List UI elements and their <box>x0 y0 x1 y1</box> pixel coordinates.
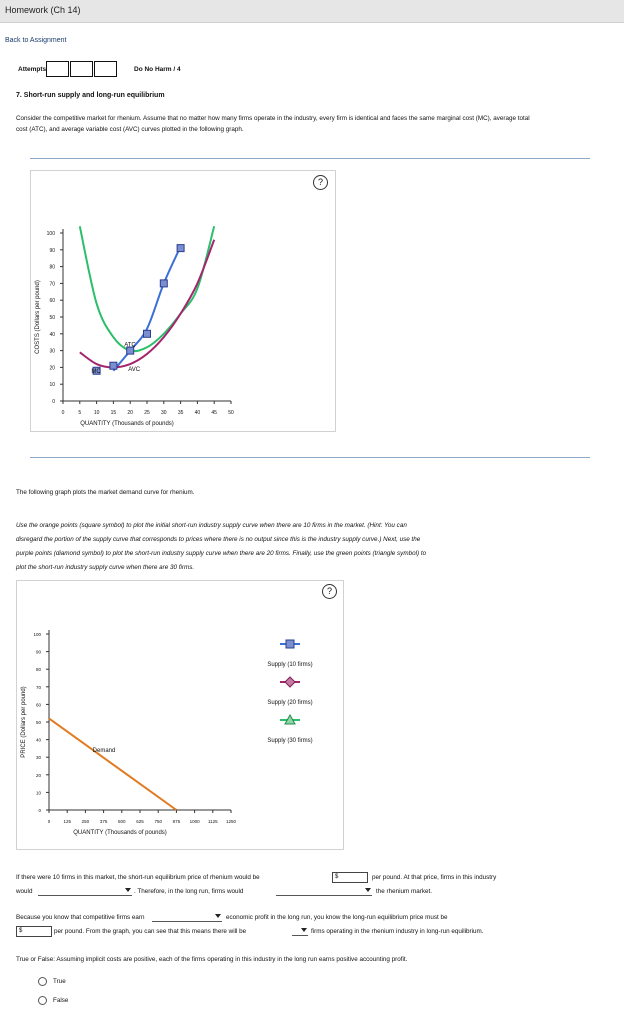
mc-curve <box>113 246 180 370</box>
attempt-box <box>70 61 93 77</box>
radio-button[interactable] <box>38 996 47 1005</box>
back-to-assignment-link[interactable]: Back to Assignment <box>5 37 67 44</box>
y-tick-label: 80 <box>49 264 55 271</box>
y-tick-label: 90 <box>49 247 55 254</box>
cost-curves-chart <box>30 170 334 430</box>
option-label: True <box>53 978 66 986</box>
supply-10-marker <box>286 640 294 648</box>
y-tick-label: 30 <box>49 348 55 355</box>
demand-intro-text: The following graph plots the market demand curve for rhenium. <box>16 489 195 496</box>
y-tick-label: 100 <box>33 632 41 637</box>
window-title: Homework (Ch 14) <box>5 5 81 15</box>
q1-text: . Therefore, in the long run, firms would <box>134 888 244 895</box>
x-tick-label: 0 <box>61 410 65 416</box>
avc-label: AVC <box>128 367 141 374</box>
y-tick-label: 30 <box>35 755 41 761</box>
y-tick-label: 60 <box>35 702 41 708</box>
y-tick-label: 10 <box>49 382 55 389</box>
y-tick-label: 80 <box>35 667 41 673</box>
radio-button[interactable] <box>38 977 47 986</box>
y-tick-label: 40 <box>35 737 41 743</box>
x-tick-label: 35 <box>177 410 184 416</box>
x-tick-label: 45 <box>211 410 217 416</box>
mc-point-marker <box>177 245 184 252</box>
option-true[interactable] <box>38 977 66 986</box>
long-run-action-dropdown[interactable] <box>276 886 372 896</box>
chevron-down-icon <box>365 888 371 892</box>
instruction-line: Use the orange points (square symbol) to plot the initial short-run industry supply curve when there are 10 firms in the market. (Hint: You can <box>16 522 407 529</box>
legend-label: Supply (10 firms) <box>267 662 313 668</box>
mc-point-marker <box>144 330 151 337</box>
y-tick-label: 0 <box>38 808 41 813</box>
do-no-harm-label: Do No Harm / 4 <box>134 66 181 73</box>
legend-label: Supply (20 firms) <box>267 700 313 706</box>
x-tick-label: 40 <box>194 410 201 416</box>
x-tick-label: 125 <box>63 819 71 824</box>
attempts-label: Attempts <box>18 66 47 73</box>
y-tick-label: 70 <box>35 684 41 690</box>
legend-label: Supply (30 firms) <box>267 738 313 744</box>
x-tick-label: 750 <box>154 819 162 824</box>
x-axis-title: QUANTITY (Thousands of pounds) <box>73 830 167 836</box>
x-tick-label: 5 <box>78 410 82 416</box>
attempt-box <box>46 61 69 77</box>
q2-text: firms operating in the rhenium industry in long-run equilibrium. <box>311 928 484 935</box>
currency-symbol: $ <box>335 874 339 880</box>
mc-point-marker <box>110 362 117 369</box>
number-of-firms-dropdown[interactable] <box>292 926 308 936</box>
x-tick-label: 20 <box>127 410 133 416</box>
q1-text: would <box>16 888 33 895</box>
divider <box>30 457 590 458</box>
demand-label: Demand <box>92 747 116 754</box>
x-tick-label: 375 <box>99 819 108 824</box>
x-tick-label: 1250 <box>225 819 237 824</box>
q1-text: If there were 10 firms in this market, the short-run equilibrium price of rhenium would be <box>16 874 260 881</box>
y-tick-label: 0 <box>52 399 55 405</box>
option-label: False <box>53 997 69 1005</box>
x-tick-label: 250 <box>81 819 90 824</box>
mc-point-marker <box>160 280 167 287</box>
x-tick-label: 10 <box>93 410 100 416</box>
question-heading: 7. Short-run supply and long-run equilibrium <box>16 92 165 99</box>
atc-label: ATC <box>124 342 136 349</box>
y-tick-label: 100 <box>46 231 55 237</box>
y-tick-label: 90 <box>35 649 41 655</box>
option-false[interactable] <box>38 996 68 1005</box>
y-axis-title: PRICE (Dollars per pound) <box>21 686 27 758</box>
profit-status-dropdown[interactable] <box>38 886 132 896</box>
x-tick-label: 500 <box>118 819 126 824</box>
mc-label: MC <box>91 368 101 375</box>
y-tick-label: 20 <box>49 365 55 372</box>
x-tick-label: 625 <box>136 819 144 824</box>
x-tick-label: 1000 <box>189 819 200 824</box>
y-tick-label: 40 <box>49 331 55 338</box>
y-tick-label: 50 <box>35 720 41 725</box>
currency-symbol: $ <box>19 928 23 934</box>
true-false-prompt: True or False: Assuming implicit costs are positive, each of the firms operating in this industry in the long run earns positive accounting profit. <box>16 956 408 963</box>
q2-text: economic profit in the long run, you know the long-run equilibrium price must be <box>226 914 448 921</box>
equilibrium-price-input[interactable] <box>332 872 368 883</box>
chevron-down-icon <box>215 914 221 918</box>
x-tick-label: 25 <box>144 410 150 416</box>
long-run-profit-dropdown[interactable] <box>152 912 222 922</box>
help-button[interactable]: ? <box>313 175 328 190</box>
divider <box>30 158 590 159</box>
x-tick-label: 0 <box>47 819 51 824</box>
x-tick-label: 15 <box>110 410 117 416</box>
instruction-line: plot the short-run industry supply curve when there are 30 firms. <box>16 564 195 571</box>
help-button[interactable]: ? <box>322 584 337 599</box>
attempt-box <box>94 61 117 77</box>
x-tick-label: 1125 <box>207 819 218 824</box>
q2-text: per pound. From the graph, you can see that this means there will be <box>54 928 247 935</box>
q1-text: per pound. At that price, firms in this industry <box>372 874 497 881</box>
x-tick-label: 30 <box>161 410 167 416</box>
chevron-down-icon <box>301 928 307 932</box>
chevron-down-icon <box>125 888 131 892</box>
demand-curve <box>49 718 176 810</box>
x-tick-label: 50 <box>228 410 234 416</box>
title-bar <box>0 0 624 23</box>
x-axis-title: QUANTITY (Thousands of pounds) <box>80 421 174 427</box>
y-tick-label: 70 <box>49 281 55 288</box>
y-tick-label: 60 <box>49 298 55 305</box>
y-tick-label: 50 <box>49 315 55 321</box>
instruction-line: purple points (diamond symbol) to plot the short-run industry supply curve when there are 20 firms. Finally, use the green points (triangle symbol) to <box>16 550 427 557</box>
long-run-price-input[interactable] <box>16 926 52 937</box>
supply-20-marker <box>285 677 295 687</box>
question-intro: Consider the competitive market for rhenium. Assume that no matter how many firms operate in the industry, every firm is identical and faces the same marginal cost (MC), average total cost (ATC), and average variable cost (AVC) curves plotted in the following graph. <box>16 115 530 133</box>
instruction-line: disregard the portion of the supply curve that corresponds to prices where there is no output since this is the industry supply curve.) Next, use the <box>16 536 421 543</box>
y-tick-label: 20 <box>35 772 41 778</box>
y-tick-label: 10 <box>35 790 41 796</box>
q2-text: Because you know that competitive firms earn <box>16 914 145 921</box>
q1-text: the rhenium market. <box>376 888 432 895</box>
x-tick-label: 875 <box>172 819 181 824</box>
y-axis-title: COSTS (Dollars per pound) <box>35 280 41 354</box>
market-supply-chart[interactable] <box>16 580 342 848</box>
